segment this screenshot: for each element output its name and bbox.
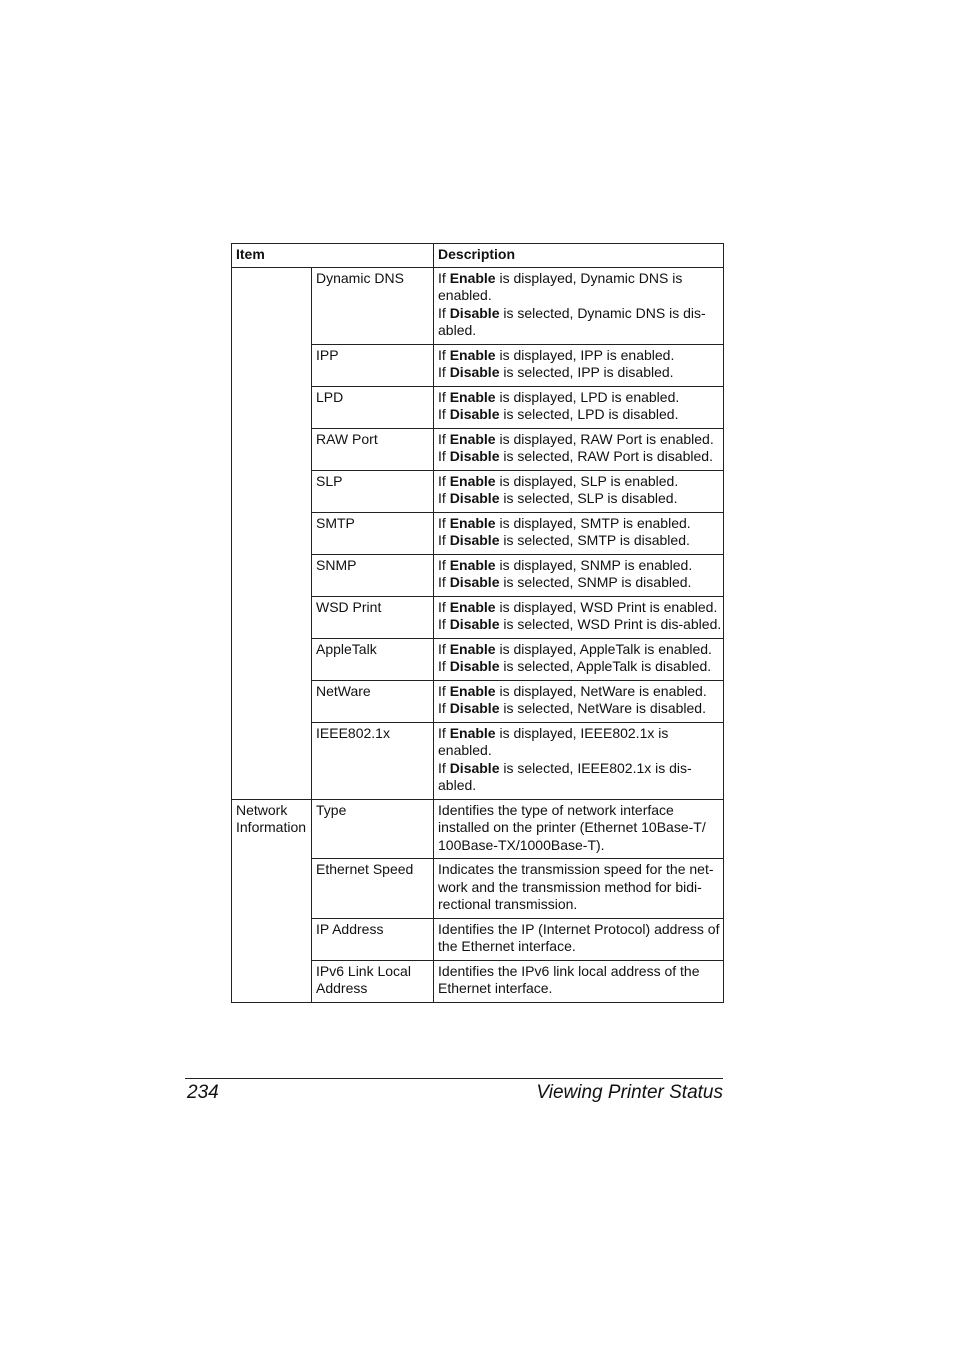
description-text: is selected, IEEE802.1x is dis-abled. xyxy=(438,759,692,793)
item-description xyxy=(434,859,724,919)
item-description xyxy=(434,512,724,554)
description-keyword: Enable xyxy=(449,269,496,286)
group-label xyxy=(232,267,312,799)
description-text: is selected, NetWare is disabled. xyxy=(499,700,706,716)
page-number: 234 xyxy=(187,1082,219,1103)
description-text: If xyxy=(438,616,450,632)
description-text: is selected, SNMP is disabled. xyxy=(499,574,692,590)
description-line xyxy=(438,725,722,760)
description-keyword: Enable xyxy=(449,430,496,447)
description-line xyxy=(438,473,722,491)
item-description xyxy=(434,722,724,799)
description-line xyxy=(438,616,722,634)
description-line xyxy=(438,599,722,617)
item-name: LPD xyxy=(312,386,434,428)
item-name: Type xyxy=(312,799,434,859)
description-keyword: Enable xyxy=(449,514,496,531)
description-text: is selected, WSD Print is dis-abled. xyxy=(499,616,722,632)
description-text: is selected, SLP is disabled. xyxy=(499,490,678,506)
description-text: If xyxy=(438,406,450,422)
printer-status-table xyxy=(231,243,724,1003)
description-line xyxy=(438,364,722,382)
description-keyword: Enable xyxy=(449,640,496,657)
description-line xyxy=(438,557,722,575)
description-keyword: Disable xyxy=(449,406,500,422)
description-text: If xyxy=(438,269,450,286)
description-line xyxy=(438,389,722,407)
description-line xyxy=(438,431,722,449)
description-text: Indicates the transmission speed for the net-work and the transmission method for bidi-rectional transmission. xyxy=(438,861,714,912)
description-line xyxy=(438,963,722,998)
description-text: is displayed, Dynamic DNS is enabled. xyxy=(438,269,683,303)
table-row xyxy=(232,267,724,344)
description-text: If xyxy=(438,388,450,405)
description-line xyxy=(438,347,722,365)
description-keyword: Disable xyxy=(449,490,500,506)
description-line xyxy=(438,921,722,956)
description-text: If xyxy=(438,532,450,548)
description-keyword: Disable xyxy=(449,700,500,716)
description-keyword: Disable xyxy=(449,448,500,464)
description-text: Identifies the type of network interface installed on the printer (Ethernet 10Base-T/ 100Base-TX/1000Base-T). xyxy=(438,801,706,853)
item-name: Ethernet Speed xyxy=(312,859,434,919)
item-description xyxy=(434,344,724,386)
description-text: is displayed, IPP is enabled. xyxy=(495,346,675,363)
description-line xyxy=(438,406,722,424)
item-description xyxy=(434,386,724,428)
description-keyword: Enable xyxy=(449,472,496,489)
item-description xyxy=(434,267,724,344)
item-description xyxy=(434,554,724,596)
description-text: is displayed, NetWare is enabled. xyxy=(495,682,707,699)
item-name: WSD Print xyxy=(312,596,434,638)
description-keyword: Disable xyxy=(449,658,500,674)
description-text: If xyxy=(438,556,450,573)
description-text: If xyxy=(438,514,450,531)
description-text: is displayed, LPD is enabled. xyxy=(495,388,680,405)
description-text: is selected, Dynamic DNS is dis-abled. xyxy=(438,304,706,338)
description-keyword: Enable xyxy=(449,346,496,363)
description-text: is selected, AppleTalk is disabled. xyxy=(499,658,712,674)
description-text: If xyxy=(438,472,450,489)
description-text: If xyxy=(438,304,450,321)
description-text: Identifies the IP (Internet Protocol) address of the Ethernet interface. xyxy=(438,920,720,954)
description-text: If xyxy=(438,364,450,380)
item-name: AppleTalk xyxy=(312,638,434,680)
table-row xyxy=(232,799,724,859)
item-description xyxy=(434,638,724,680)
description-text: is selected, SMTP is disabled. xyxy=(499,532,690,548)
header-description: Description xyxy=(434,244,724,268)
description-keyword: Enable xyxy=(449,724,496,741)
item-name: IP Address xyxy=(312,918,434,960)
item-description xyxy=(434,680,724,722)
item-name: Dynamic DNS xyxy=(312,267,434,344)
table-body xyxy=(232,267,724,1002)
description-keyword: Disable xyxy=(449,616,500,632)
description-keyword: Disable xyxy=(449,532,500,548)
description-text: is displayed, WSD Print is enabled. xyxy=(495,598,718,615)
description-text: If xyxy=(438,346,450,363)
description-text: Identifies the IPv6 link local address of the Ethernet interface. xyxy=(438,962,700,996)
description-text: is displayed, SMTP is enabled. xyxy=(495,514,691,531)
description-line xyxy=(438,448,722,466)
description-line xyxy=(438,802,722,855)
description-text: If xyxy=(438,490,450,506)
description-keyword: Enable xyxy=(449,556,496,573)
item-name: SMTP xyxy=(312,512,434,554)
item-name: IPv6 Link Local Address xyxy=(312,960,434,1002)
description-text: is displayed, AppleTalk is enabled. xyxy=(495,640,712,657)
description-text: is selected, LPD is disabled. xyxy=(499,406,679,422)
table-header-row xyxy=(232,244,724,268)
description-line xyxy=(438,270,722,305)
description-line xyxy=(438,760,722,795)
item-name: IEEE802.1x xyxy=(312,722,434,799)
description-keyword: Enable xyxy=(449,388,496,405)
item-description xyxy=(434,596,724,638)
description-text: If xyxy=(438,640,450,657)
description-line xyxy=(438,683,722,701)
description-keyword: Disable xyxy=(449,364,500,380)
section-title: Viewing Printer Status xyxy=(536,1082,723,1103)
description-keyword: Disable xyxy=(449,574,500,590)
description-text: If xyxy=(438,759,450,776)
description-text: If xyxy=(438,700,450,716)
description-line xyxy=(438,861,722,914)
description-keyword: Enable xyxy=(449,682,496,699)
item-description xyxy=(434,428,724,470)
item-name: RAW Port xyxy=(312,428,434,470)
item-description xyxy=(434,960,724,1002)
description-line xyxy=(438,658,722,676)
description-keyword: Disable xyxy=(449,759,500,776)
item-name: SLP xyxy=(312,470,434,512)
description-text: If xyxy=(438,430,450,447)
footer-divider xyxy=(185,1078,723,1079)
item-description xyxy=(434,470,724,512)
item-name: IPP xyxy=(312,344,434,386)
description-text: If xyxy=(438,658,450,674)
description-text: If xyxy=(438,574,450,590)
description-text: is displayed, SNMP is enabled. xyxy=(495,556,693,573)
item-name: SNMP xyxy=(312,554,434,596)
description-text: If xyxy=(438,448,450,464)
description-text: is displayed, RAW Port is enabled. xyxy=(495,430,714,447)
description-line xyxy=(438,532,722,550)
group-label: Network Information xyxy=(232,799,312,1002)
item-name: NetWare xyxy=(312,680,434,722)
description-line xyxy=(438,305,722,340)
description-text: is displayed, IEEE802.1x is enabled. xyxy=(438,724,669,758)
item-description xyxy=(434,799,724,859)
description-text: If xyxy=(438,598,450,615)
description-keyword: Enable xyxy=(449,598,496,615)
description-keyword: Disable xyxy=(449,304,500,321)
description-line xyxy=(438,490,722,508)
description-line xyxy=(438,700,722,718)
description-line xyxy=(438,641,722,659)
description-text: If xyxy=(438,682,450,699)
description-text: is selected, IPP is disabled. xyxy=(499,364,674,380)
item-description xyxy=(434,918,724,960)
description-text: If xyxy=(438,724,450,741)
description-line xyxy=(438,574,722,592)
description-line xyxy=(438,515,722,533)
header-item: Item xyxy=(232,244,434,268)
description-text: is displayed, SLP is enabled. xyxy=(495,472,679,489)
description-text: is selected, RAW Port is disabled. xyxy=(499,448,713,464)
